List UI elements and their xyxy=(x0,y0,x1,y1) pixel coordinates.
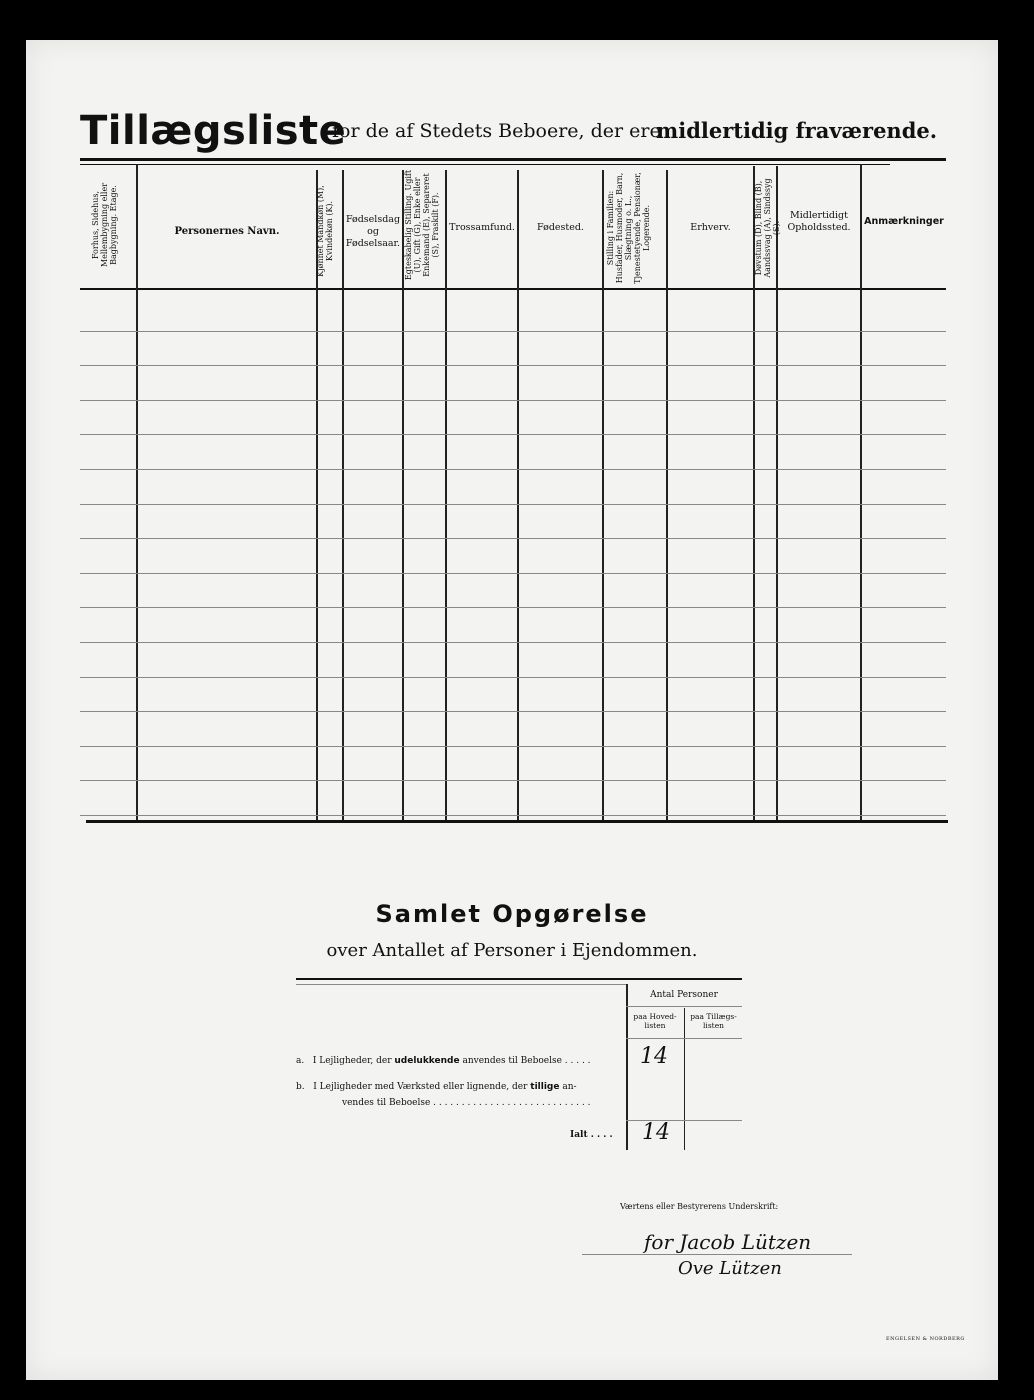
table-row xyxy=(80,504,946,505)
col-header-sex: Kjønnet Mandkøn (M), Kvindekøn (K). xyxy=(316,185,334,277)
col-header-remarks: Anmærkninger xyxy=(864,216,944,227)
col-header-family-position: Stilling i Familien: Husfader, Husmoder, Barn, Slægtning o. L., Tjenestetyende, Pensionær, Logerende. xyxy=(606,172,651,284)
row-b-label xyxy=(296,1082,577,1092)
summary-title: Samlet Opgørelse xyxy=(375,900,649,928)
col-header-birthplace: Fødested. xyxy=(537,222,584,233)
title-rule xyxy=(80,158,946,161)
table-top-border xyxy=(80,164,890,165)
col-header-occupation: Erhverv. xyxy=(690,222,731,233)
row-a-prefix: a. xyxy=(296,1056,305,1066)
table-bottom-border xyxy=(86,820,948,823)
form-title: Tillægsliste xyxy=(80,108,347,154)
row-a-label xyxy=(296,1056,591,1066)
col-tillaeg-header: paa Tillægs- listen xyxy=(690,1012,737,1030)
summary-col-divider xyxy=(626,984,628,1150)
row-a-bold: udelukkende xyxy=(394,1056,460,1066)
col-header-marital-status: Egteskabelig Stilling. Ugift (U), Gift (G), Enke eller Enkemand (E), Separeret (S), Fraskilt (F). xyxy=(404,169,440,281)
summary-top-rule-thin xyxy=(296,984,626,985)
col-divider xyxy=(342,170,344,820)
form-title-middle: for de af Stedets Beboere, der ere xyxy=(332,120,661,142)
table-row xyxy=(80,815,946,816)
col-divider xyxy=(666,170,668,820)
signature-line2: Ove Lützen xyxy=(678,1258,782,1279)
row-b-line2: vendes til Beboelse . . . . . . . . . . . . . . . . . . . . . . . . . . . . xyxy=(342,1098,591,1108)
col-divider xyxy=(517,170,519,820)
col-divider xyxy=(445,170,447,820)
table-row xyxy=(80,642,946,643)
printer-imprint: ENGELSEN & NORDBERG xyxy=(886,1336,965,1342)
col-header-temporary-residence: Midlertidigt Opholdssted. xyxy=(787,210,851,233)
table-row xyxy=(80,365,946,366)
row-b-rest: an- xyxy=(562,1082,577,1092)
col-divider xyxy=(776,166,778,820)
summary-header-rule xyxy=(626,1038,742,1039)
col-header-disabilities: Døvstum (D), Blind (B), Aandssvag (A), Sindssyg (S). xyxy=(754,178,781,278)
col-header-name: Personernes Navn. xyxy=(174,226,280,237)
table-row xyxy=(80,780,946,781)
row-b-bold: tillige xyxy=(530,1082,560,1092)
row-a-text: I Lejligheder, der xyxy=(312,1056,392,1066)
col-header-building: Forhus, Sidehus, Mellembygning eller Bagbygning. Etage. xyxy=(91,182,118,268)
summary-top-rule xyxy=(296,978,742,980)
summary-subtitle: over Antallet af Personer i Ejendommen. xyxy=(326,940,698,961)
col-divider xyxy=(860,164,862,820)
col-hoved-header: paa Hoved- listen xyxy=(633,1012,677,1030)
antal-header: Antal Personer xyxy=(650,990,718,1000)
table-row xyxy=(80,331,946,332)
table-row xyxy=(80,677,946,678)
col-header-religion: Trossamfund. xyxy=(449,222,515,233)
table-row xyxy=(80,746,946,747)
col-divider xyxy=(136,164,138,820)
signature-label: Værtens eller Bestyrerens Underskrift: xyxy=(620,1202,779,1211)
row-a-hoved-value: 14 xyxy=(640,1044,668,1069)
table-row xyxy=(80,538,946,539)
row-b-text: I Lejligheder med Værksted eller lignende, der xyxy=(313,1082,528,1092)
table-row xyxy=(80,434,946,435)
signature-line1: for Jacob Lützen xyxy=(644,1230,812,1254)
header-bottom-border xyxy=(80,288,946,290)
row-a-rest: anvendes til Beboelse . . . . . xyxy=(462,1056,591,1066)
table-row xyxy=(80,469,946,470)
ialt-hoved-value: 14 xyxy=(642,1120,670,1145)
col-divider xyxy=(602,170,604,820)
table-row xyxy=(80,711,946,712)
table-row xyxy=(80,607,946,608)
ialt-label: Ialt . . . . xyxy=(570,1130,613,1140)
table-row xyxy=(80,573,946,574)
col-header-birthdate: Fødselsdag og Fødselsaar. xyxy=(345,214,401,249)
form-title-bold: midlertidig fraværende. xyxy=(656,118,938,143)
table-row xyxy=(80,400,946,401)
census-form-page xyxy=(26,40,998,1380)
signature-line xyxy=(582,1254,852,1255)
row-b-prefix: b. xyxy=(296,1082,305,1092)
summary-header-rule xyxy=(626,1006,742,1007)
